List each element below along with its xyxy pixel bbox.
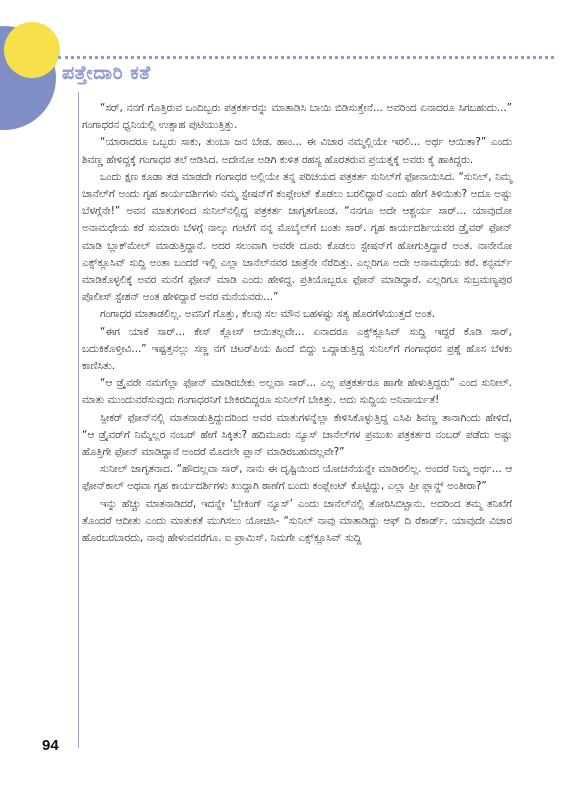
paragraph: ಗಂಗಾಧರ ಮಾತಾಡಲಿಲ್ಲ. ಅವನಿಗೆ ಗೊತ್ತು, ಕೆಲವು ಸಲ ಮೌನ ಬಹಳಷ್ಟು ಸತ್ಯ ಹೊರಗೆಳೆಯುತ್ತದೆ ಅಂತ.	[100, 308, 435, 321]
page-number: 94	[42, 737, 59, 754]
paragraph: “ಆ ಡ್ರೈವರೇ ನಮಗೆಲ್ಲಾ ಫೋನ್ ಮಾಡಿರಬೇಕು ಅಲ್ಲವಾ ಸಾರ್... ಎಲ್ಲ ಪತ್ರಕರ್ತರೂ ಹಾಗೇ ಹೇಳುತ್ತಿದ್ದರು” ಎಂದ ಸುನೀಲ್. ಮಾತು ಮುಂದುವರೆಸುವುದು ಗಂಗಾಧರನಿಗೆ ಬೇಕಿರದಿದ್ದರೂ ಸುನಿಲ್‌ಗೆ ಬೇಕಿತ್ತು. ಅದು ಸುದ್ದಿಯ ಅನಿವಾರ್ಯತೆ!	[82, 377, 512, 407]
decorative-yellow-circle	[4, 22, 60, 78]
paragraph: ಸ್ಪೀಕರ್ ಫೋನ್‌ನಲ್ಲಿ ಮಾತನಾಡುತ್ತಿದ್ದುದರಿಂದ ಅವರ ಮಾತುಗಳನ್ನೆಲ್ಲಾ ಕೇಳಿಸಿಕೊಳ್ಳುತ್ತಿದ್ದ ಎಸಿಪಿ ಶಿವಣ್ಣ ತಾನಾಗಿಂದು ಹೇಳಿದೆ, “ಆ ಡ್ರೈವರ್‌ಗೆ ನಿಮ್ಮೆಲ್ಲರ ನಂಬರ್ ಹೇಗೆ ಸಿಕ್ಕಿತು? ಹದಿಮೂರು ನ್ಯೂಸ್ ಚಾನೆಲ್‌ಗಳ ಪ್ರಮುಖ ಪತ್ರಕರ್ತರ ನಂಬರ್ ಪಡೆದು ಅಷ್ಟು ಹೊತ್ತಿಗೇ ಫೋನ್ ಮಾಡಿದ್ದಾನೆ ಅಂದರೆ ಮೊದಲೇ ಪ್ಲಾನ್ ಮಾಡಿರಬಹುದಲ್ಲವೇ?”	[82, 411, 512, 459]
margin-line	[78, 92, 79, 748]
story-body	[82, 100, 512, 547]
paragraph: “ಸರ್, ನನಗೆ ಗೊತ್ತಿರುವ ಒಂದಿಬ್ಬರು ಪತ್ರಕರ್ತರನ್ನು ಮಾತಾಡಿಸಿ ಬಾಯಿ ಬಿಡಿಸುತ್ತೇನೆ... ಅವರಿಂದ ಏನಾದರೂ ಸಿಗಬಹುದು...” ಗಂಗಾಧರನ ಧ್ವನಿಯಲ್ಲಿ ಉತ್ಸಾಹ ಪುಟಿಯುತ್ತಿತ್ತು.	[82, 102, 512, 132]
paragraph: “ಈಗ ಯಾಕೆ ಸಾರ್... ಕೇಸ್ ಕ್ಲೋಸ್ ಆಯಿತಲ್ಲವೇ... ಏನಾದರೂ ಎಕ್ಸ್‌ಕ್ಲೂಸಿವ್ ಸುದ್ದಿ ಇದ್ದರೆ ಕೊಡಿ ಸಾರ್, ಬದುಕಿಕೊಳ್ತೀವಿ...” ಇಷ್ಟತ್ತನಲ್ಲು ಸಣ್ಣ ನಗೆ ಚಿಟರ್‌ಪಿಯ ಹಿಂದೆ ಬಿದ್ದು ಒದ್ದಾಡುತ್ತಿದ್ದ ಸುನಿಲ್‌ಗೆ ಗಂಗಾಧರನ ಪ್ರಶ್ನೆ ಹೊಸ ಬೆಳಕು ಕಾಣಿಸಿತು.	[82, 325, 512, 373]
paragraph: ಇನ್ನು ಹೆಚ್ಚು ಮಾತನಾಡಿದರೆ, ಇದನ್ನೇ ‘ಬ್ರೇಕಿಂಗ್ ನ್ಯೂಸ್’ ಎಂದು ಚಾನೆಲ್‌ನಲ್ಲಿ ತೋರಿಸಿಬಿಟ್ಟಾನು. ಅದರಿಂದ ತಮ್ಮ ತನಿಖೆಗೆ ತೊಂದರೆ ಆದೀತು ಎಂದು ಮಾತುಕತೆ ಮುಗಿಸಲು ಯೋಚಿಸಿ- “ಸುನಿಲ್ ನಾವು ಮಾತಾಡಿದ್ದು ಆಫ್ ದಿ ರೆಕಾರ್ಡ್. ಯಾವುದೇ ವಿಚಾರ ಹೊರಬರಬಾರದು, ನಾವು ಹೇಳುವವರೆಗೂ. ಐ ಪ್ರಾಮಿಸ್. ನಿಮಗೇ ಎಕ್ಸ್‌ಕ್ಲೂಸಿವ್ ಸುದ್ದಿ	[82, 497, 512, 545]
paragraph: ಒಂದು ಕ್ಷಣ ಕೂಡಾ ತಡ ಮಾಡದೇ ಗಂಗಾಧರ ಅಲ್ಲಿಯೇ ತನ್ನ ಪರಿಚಯದ ಪತ್ರಕರ್ತ ಸುನಿಲ್‌ಗೆ ಫೋನಾಯಿಸಿದ. “ಸುನಿಲ್, ನಿಮ್ಮ ಚಾನೆಲ್‌ಗೆ ಅಂದು ಗೃಹ ಕಾರ್ಯದರ್ಶಿಗಳು ನಮ್ಮ ಸ್ಟೇಷನ್‌ಗೆ ಕಂಪ್ಲೇಂಟ್ ಕೊಡಲು ಬರಲಿದ್ದಾರೆ ಎಂದು ಹೇಗೆ ತಿಳಿಯಿತು? ಅದೂ ಅಷ್ಟು ಬೆಳಗ್ಗೆನೇ!” ಅವನ ಮಾತುಗಳಿಂದ ಸುನಿಲ್‌ನಲ್ಲಿದ್ದ ಪತ್ರಕರ್ತ ಜಾಗೃತಗೊಂಡ. “ನನಗೂ ಅದೇ ಆಶ್ಚರ್ಯ ಸಾರ್... ಯಾವುದೋ ಅನಾಮಧೇಯ ಕರೆ ಸುಮಾರು ಬೆಳಗ್ಗೆ ನಾಲ್ಕು ಗಂಟೆಗೆ ನನ್ನ ಮೊಬೈಲ್‌ಗೆ ಬಂತು ಸಾರ್. ಗೃಹ ಕಾರ್ಯದರ್ಶಿಯವರ ಡ್ರೈವರ್ ಫೋನ್ ಮಾಡಿ ಬ್ಲಾಕ್‌ಮೇಲ್ ಮಾಡುತ್ತಿದ್ದಾನೆ. ಅದರ ಸಲುವಾಗಿ ಅವರೇ ದೂರು ಕೊಡಲು ಸ್ಟೇಷನ್‌ಗೆ ಹೋಗುತ್ತಿದ್ದಾರೆ ಅಂತ. ನಾನೇನೋ ಎಕ್ಸ್‌ಕ್ಲೂಸಿವ್ ಸುದ್ದಿ ಅಂತಾ ಬಂದರೆ ಇಲ್ಲಿ ಎಲ್ಲಾ ಚಾನೆಲ್‌ನವರ ಜಾತ್ರೆನೇ ನೆರೆದಿತ್ತು. ಎಲ್ಲರಿಗೂ ಅದೇ ಅನಾಮಧೇಯ ಕರೆ. ಕನ್ಫರ್ಮ್ ಮಾಡಿಕೊಳ್ಳಲಿಕ್ಕೆ ಅವರ ಮನೆಗೆ ಫೋನ್ ಮಾಡಿ ಎಂದು ಹೇಳಿದ್ದ. ಪ್ರತಿಯೊಬ್ಬರೂ ಫೋನ್ ಮಾಡಿದ್ದಾರೆ. ಎಲ್ಲರಿಗೂ ಸುಬ್ರಮಣ್ಯಪುರ ಪೊಲೀಸ್ ಸ್ಟೇಶನ್ ಅಂತ ಹೇಳಿದ್ದಾರೆ ಅವರ ಮನೆಯವರು...”	[82, 170, 512, 304]
paragraph: ಸುನೀಲ್ ಜಾಗೃತನಾದ. “ಹೌದಲ್ಲವಾ ಸಾರ್, ನಾನು ಈ ದೃಷ್ಟಿಯಿಂದ ಯೋಚನೆಯನ್ನೇ ಮಾಡಿರಲಿಲ್ಲ. ಅಂದರೆ ನಿಮ್ಮ ಅರ್ಥ... ಆ ಫೋನ್‌ಕಾಲ್ ಅಥವಾ ಗೃಹ ಕಾರ್ಯದರ್ಶಿಗಳು ಖುದ್ದಾಗಿ ಠಾಣೆಗೆ ಬಂದು ಕಂಪ್ಲೇಂಟ್ ಕೊಟ್ಟಿದ್ದು, ಎಲ್ಲಾ ಪ್ರೀ ಪ್ಲಾನ್ಡ್ ಅಂತೀರಾ?”	[82, 463, 512, 493]
section-title: ಪತ್ತೇದಾರಿ ಕತೆ	[62, 62, 151, 84]
paragraph: “ಯಾರಾದರೂ ಒಬ್ಬರು ಸಾಕು, ತುಂಬಾ ಜನ ಬೇಡ. ಹಾಂ... ಈ ವಿಚಾರ ನಮ್ಮಲ್ಲಿಯೇ ಇರಲಿ... ಅರ್ಥ ಆಯಿತಾ?” ಎಂದು ಶಿವಣ್ಣ ಹೇಳಿದ್ದಕ್ಕೆ ಗಂಗಾಧರ ತಲೆ ಆಡಿಸಿದ. ಅದೇನೋ ಅಡಿಗಿ ಕುಳಿತ ರಹಸ್ಯ ಹೊರತರುವ ಪ್ರಯತ್ನಕ್ಕೆ ಅವರು ಕೈ ಹಾಕಿದ್ದರು.	[82, 136, 512, 166]
header-dotted-rule	[58, 56, 554, 59]
